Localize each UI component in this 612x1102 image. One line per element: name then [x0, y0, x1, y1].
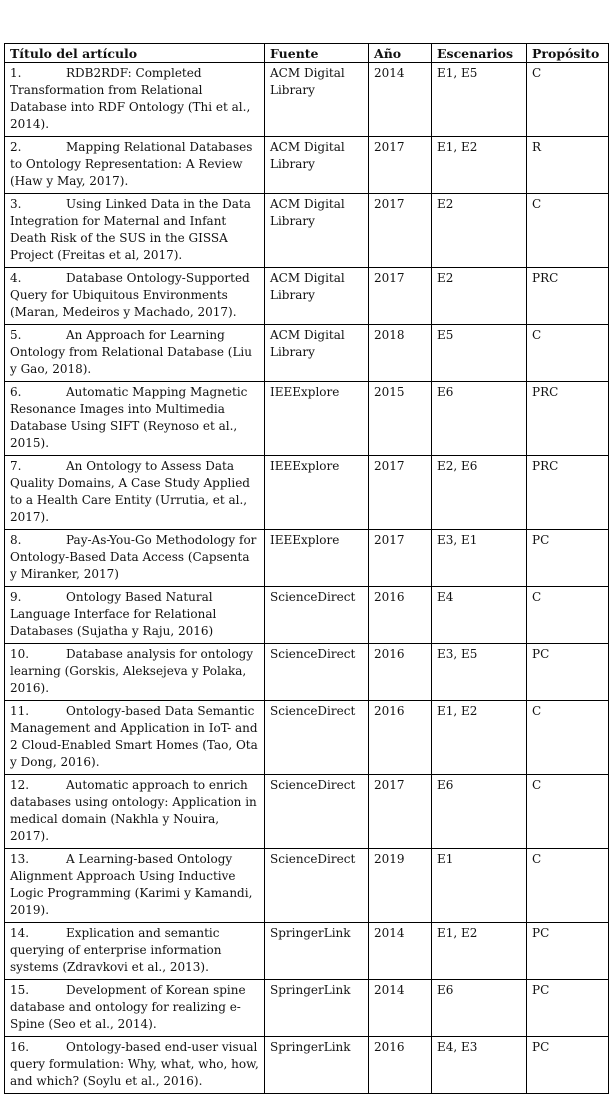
cell-source: ScienceDirect	[265, 701, 369, 775]
cell-scenarios: E4	[432, 587, 527, 644]
cell-purpose: C	[527, 63, 609, 137]
article-title: Explication and semantic querying of enterprise information systems (Zdravkovi et al., 2013).	[10, 926, 222, 974]
table-body	[5, 63, 609, 1094]
article-title: Development of Korean spine database and ontology for realizing e-Spine (Seo et al., 2014).	[10, 983, 246, 1031]
articles-table	[4, 43, 609, 1094]
cell-year: 2016	[369, 644, 432, 701]
cell-purpose: PRC	[527, 268, 609, 325]
cell-title	[5, 456, 265, 530]
row-number: 1.	[10, 66, 22, 80]
row-number: 8.	[10, 533, 22, 547]
cell-title	[5, 194, 265, 268]
cell-source: ScienceDirect	[265, 775, 369, 849]
cell-scenarios: E1, E2	[432, 701, 527, 775]
cell-scenarios: E2	[432, 268, 527, 325]
header-scenarios: Escenarios	[432, 44, 527, 63]
cell-scenarios: E1, E2	[432, 923, 527, 980]
article-title: An Approach for Learning Ontology from Relational Database (Liu y Gao, 2018).	[10, 328, 252, 376]
table-row	[5, 849, 609, 923]
article-title: An Ontology to Assess Data Quality Domains, A Case Study Applied to a Health Care Entity (Urrutia, et al., 2017).	[10, 459, 250, 524]
cell-purpose: C	[527, 587, 609, 644]
header-row	[5, 44, 609, 63]
cell-source: ACM Digital Library	[265, 137, 369, 194]
cell-purpose: C	[527, 701, 609, 775]
article-title: Automatic Mapping Magnetic Resonance Images into Multimedia Database Using SIFT (Reynoso et al., 2015).	[10, 385, 248, 450]
row-number: 6.	[10, 385, 22, 399]
cell-year: 2017	[369, 268, 432, 325]
cell-year: 2018	[369, 325, 432, 382]
cell-scenarios: E6	[432, 382, 527, 456]
cell-year: 2017	[369, 137, 432, 194]
cell-year: 2014	[369, 923, 432, 980]
cell-scenarios: E2	[432, 194, 527, 268]
article-title: Ontology Based Natural Language Interface for Relational Databases (Sujatha y Raju, 2016)	[10, 590, 217, 638]
table-row	[5, 268, 609, 325]
cell-source: ScienceDirect	[265, 644, 369, 701]
cell-scenarios: E4, E3	[432, 1037, 527, 1094]
cell-title	[5, 923, 265, 980]
table-row	[5, 923, 609, 980]
cell-year: 2017	[369, 775, 432, 849]
cell-source: IEEExplore	[265, 530, 369, 587]
cell-title	[5, 644, 265, 701]
table-row	[5, 194, 609, 268]
cell-source: SpringerLink	[265, 980, 369, 1037]
cell-year: 2015	[369, 382, 432, 456]
cell-title	[5, 268, 265, 325]
cell-scenarios: E2, E6	[432, 456, 527, 530]
row-number: 14.	[10, 926, 30, 940]
cell-source: ScienceDirect	[265, 849, 369, 923]
row-number: 4.	[10, 271, 22, 285]
cell-title	[5, 63, 265, 137]
cell-source: ACM Digital Library	[265, 268, 369, 325]
cell-title	[5, 530, 265, 587]
article-title: Automatic approach to enrich databases using ontology: Application in medical domain (Nakhla y Nouira, 2017).	[10, 778, 257, 843]
article-title: RDB2RDF: Completed Transformation from Relational Database into RDF Ontology (Thi et al., 2014).	[10, 66, 251, 131]
row-number: 12.	[10, 778, 30, 792]
cell-year: 2016	[369, 587, 432, 644]
cell-year: 2017	[369, 456, 432, 530]
cell-year: 2017	[369, 194, 432, 268]
row-number: 2.	[10, 140, 22, 154]
cell-year: 2014	[369, 63, 432, 137]
cell-source: IEEExplore	[265, 382, 369, 456]
cell-year: 2014	[369, 980, 432, 1037]
row-number: 16.	[10, 1040, 30, 1054]
cell-purpose: PC	[527, 1037, 609, 1094]
cell-source: ACM Digital Library	[265, 325, 369, 382]
row-number: 5.	[10, 328, 22, 342]
cell-title	[5, 701, 265, 775]
table-row	[5, 1037, 609, 1094]
cell-purpose: PC	[527, 644, 609, 701]
article-title: Ontology-based end-user visual query formulation: Why, what, who, how, and which? (Soylu et al., 2016).	[10, 1040, 259, 1088]
article-title: Database Ontology-Supported Query for Ubiquitous Environments (Maran, Medeiros y Machado, 2017).	[10, 271, 250, 319]
cell-scenarios: E6	[432, 980, 527, 1037]
cell-scenarios: E1	[432, 849, 527, 923]
cell-purpose: R	[527, 137, 609, 194]
table-row	[5, 587, 609, 644]
cell-purpose: PC	[527, 980, 609, 1037]
cell-purpose: PC	[527, 530, 609, 587]
cell-title	[5, 325, 265, 382]
cell-title	[5, 382, 265, 456]
cell-title	[5, 775, 265, 849]
cell-purpose: C	[527, 194, 609, 268]
table-row	[5, 644, 609, 701]
cell-purpose: PC	[527, 923, 609, 980]
cell-title	[5, 849, 265, 923]
cell-purpose: C	[527, 325, 609, 382]
cell-scenarios: E1, E2	[432, 137, 527, 194]
cell-title	[5, 980, 265, 1037]
cell-purpose: PRC	[527, 382, 609, 456]
row-number: 9.	[10, 590, 22, 604]
row-number: 7.	[10, 459, 22, 473]
table-row	[5, 456, 609, 530]
table-row	[5, 63, 609, 137]
cell-source: IEEExplore	[265, 456, 369, 530]
cell-title	[5, 137, 265, 194]
header-purpose: Propósito	[527, 44, 609, 63]
row-number: 13.	[10, 852, 30, 866]
cell-source: ACM Digital Library	[265, 194, 369, 268]
article-title: Database analysis for ontology learning (Gorskis, Aleksejeva y Polaka, 2016).	[10, 647, 254, 695]
header-title: Título del artículo	[5, 44, 265, 63]
table-row	[5, 382, 609, 456]
table-row	[5, 980, 609, 1037]
cell-source: ScienceDirect	[265, 587, 369, 644]
cell-title	[5, 587, 265, 644]
cell-title	[5, 1037, 265, 1094]
article-title: Mapping Relational Databases to Ontology Representation: A Review (Haw y May, 2017).	[10, 140, 253, 188]
article-title: Pay-As-You-Go Methodology for Ontology-Based Data Access (Capsenta y Miranker, 2017)	[10, 533, 257, 581]
table-row	[5, 530, 609, 587]
row-number: 10.	[10, 647, 30, 661]
cell-source: SpringerLink	[265, 923, 369, 980]
cell-purpose: PRC	[527, 456, 609, 530]
table-row	[5, 325, 609, 382]
article-title: Ontology-based Data Semantic Management and Application in IoT- and 2 Cloud-Enabled Smart Homes (Tao, Ota y Dong, 2016).	[10, 704, 258, 769]
cell-source: ACM Digital Library	[265, 63, 369, 137]
article-title: A Learning-based Ontology Alignment Approach Using Inductive Logic Programming (Karimi y Kamandi, 2019).	[10, 852, 253, 917]
header-source: Fuente	[265, 44, 369, 63]
cell-scenarios: E3, E5	[432, 644, 527, 701]
article-title: Using Linked Data in the Data Integration for Maternal and Infant Death Risk of the SUS in the GISSA Project (Freitas et al, 2017).	[10, 197, 251, 262]
row-number: 15.	[10, 983, 30, 997]
row-number: 11.	[10, 704, 30, 718]
cell-scenarios: E3, E1	[432, 530, 527, 587]
cell-year: 2017	[369, 530, 432, 587]
cell-scenarios: E6	[432, 775, 527, 849]
cell-scenarios: E5	[432, 325, 527, 382]
cell-purpose: C	[527, 849, 609, 923]
cell-source: SpringerLink	[265, 1037, 369, 1094]
row-number: 3.	[10, 197, 22, 211]
cell-scenarios: E1, E5	[432, 63, 527, 137]
cell-year: 2019	[369, 849, 432, 923]
cell-year: 2016	[369, 701, 432, 775]
header-year: Año	[369, 44, 432, 63]
cell-purpose: C	[527, 775, 609, 849]
table-row	[5, 701, 609, 775]
table-row	[5, 137, 609, 194]
table-row	[5, 775, 609, 849]
cell-year: 2016	[369, 1037, 432, 1094]
